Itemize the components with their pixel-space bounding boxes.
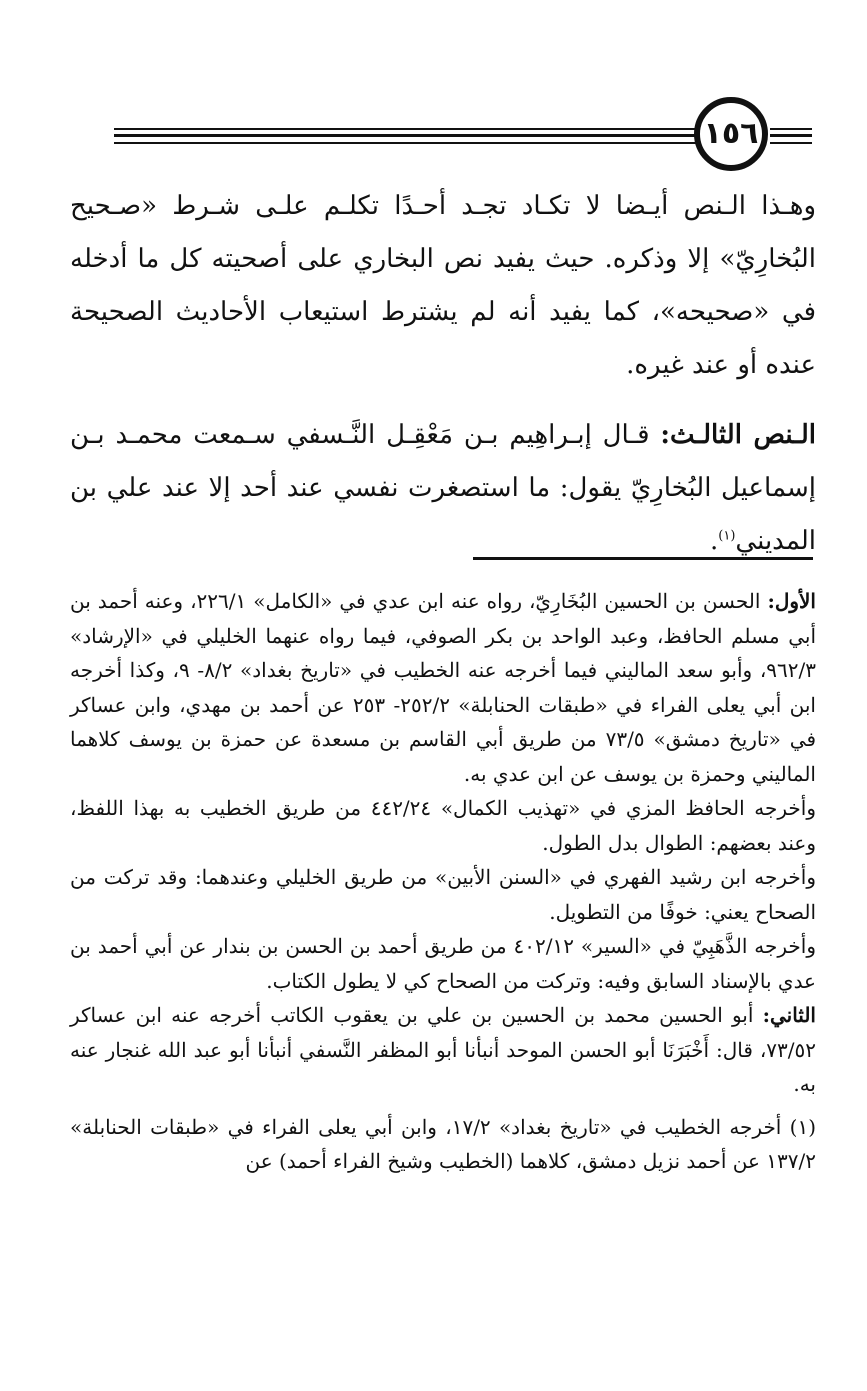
note-second-body: أبو الحسين محمد بن الحسين بن علي بن يعقوب الكاتب أخرجه عنه ابن عساكر ٧٣/٥٢، قال: أَخْبَرَنَا أبو الحسن الموحد أنبأنا أبو المظفر النَّسفي أنبأنا أبو عبد الله غنجار عنه به. — [70, 1003, 816, 1096]
footnote-1: (١) أخرجه الخطيب في «تاريخ بغداد» ١٧/٢، وابن أبي يعلى الفراء في «طبقات الحنابلة» ١٣٧/٢ عن أحمد نزيل دمشق، كلاهما (الخطيب وشيخ الفراء أحمد) عن — [70, 1114, 816, 1173]
footnote-reference: (١) — [718, 528, 736, 544]
page-header — [0, 90, 867, 180]
page-number: ١٥٦ — [703, 116, 759, 151]
notes-section — [70, 584, 816, 1179]
note-second — [70, 998, 816, 1102]
note-mizzi: وأخرجه الحافظ المزي في «تهذيب الكمال» ٤٤٢/٢٤ من طريق الخطيب به بهذا اللفظ، وعند بعضهم: الطوال بدل الطول. — [70, 796, 816, 855]
header-rule-middle — [114, 134, 702, 137]
paragraph-2-lead: الـنص الثالـث: — [660, 420, 816, 450]
header-rule-tail-middle — [770, 134, 812, 137]
note-first-lead: الأول: — [767, 589, 816, 613]
paragraph-2-body: قـال إبـراهِيم بـن مَعْقِـل النَّـسفي سـمعت محمـد بـن إسماعيل البُخارِيّ يقول: ما استصغرت نفسي عند أحد إلا عند علي بن المديني — [70, 420, 816, 556]
note-dhahabi: وأخرجه الذَّهَبِيّ في «السير» ٤٠٢/١٢ من طريق أحمد بن الحسن بن بندار عن أبي أحمد بن عدي بالإسناد السابق وفيه: وتركت من الصحاح كي لا يطول الكتاب. — [70, 934, 817, 993]
header-rule-tail-top — [770, 128, 812, 130]
main-paragraph-1: وهـذا الـنص أيـضا لا تكـاد تجـد أحـدًا تكلـم علـى شـرط «صـحيح البُخارِيّ» إلا وذكره. حيث يفيد نص البخاري على أصحيته كل ما أدخله في «صحيحه»، كما يفيد أنه لم يشترط استيعاب الأحاديث الصحيحة عنده أو عند غيره. — [70, 191, 816, 380]
note-second-lead: الثاني: — [762, 1003, 816, 1027]
note-ibn-rushayd: وأخرجه ابن رشيد الفهري في «السنن الأبين» من طريق الخليلي وعندهما: وقد تركت من الصحاح يعني: خوفًا من التطويل. — [70, 865, 816, 924]
footnote-separator — [473, 557, 813, 560]
note-first — [70, 584, 816, 791]
note-first-body: الحسن بن الحسين البُخَارِيّ، رواه عنه ابن عدي في «الكامل» ٢٢٦/١، وعنه أحمد بن أبي مسلم الحافظ، وعبد الواحد بن بكر الصوفي، فيما رواه عنهما الخليلي في «الإرشاد» ٩٦٢/٣، وأبو سعد الماليني فيما أخرجه عنه الخطيب في «تاريخ بغداد» ٨/٢- ٩، وكذا أخرجه ابن أبي يعلى الفراء في «طبقات الحنابلة» ٢٥٢/٢- ٢٥٣ عن أحمد بن مهدي، وابن عساكر في «تاريخ دمشق» ٧٣/٥ من طريق أبي القاسم بن مسعدة عن حمزة بن يوسف كلاهما الماليني وحمزة بن يوسف عن ابن عدي به. — [70, 589, 817, 786]
main-paragraph-2 — [70, 409, 816, 568]
paragraph-2-end: . — [710, 526, 719, 556]
header-rule-bottom — [114, 142, 702, 144]
main-text — [70, 180, 816, 568]
header-rule-tail-bottom — [770, 142, 812, 144]
page-number-badge — [694, 97, 768, 171]
header-rule-top — [114, 128, 702, 130]
